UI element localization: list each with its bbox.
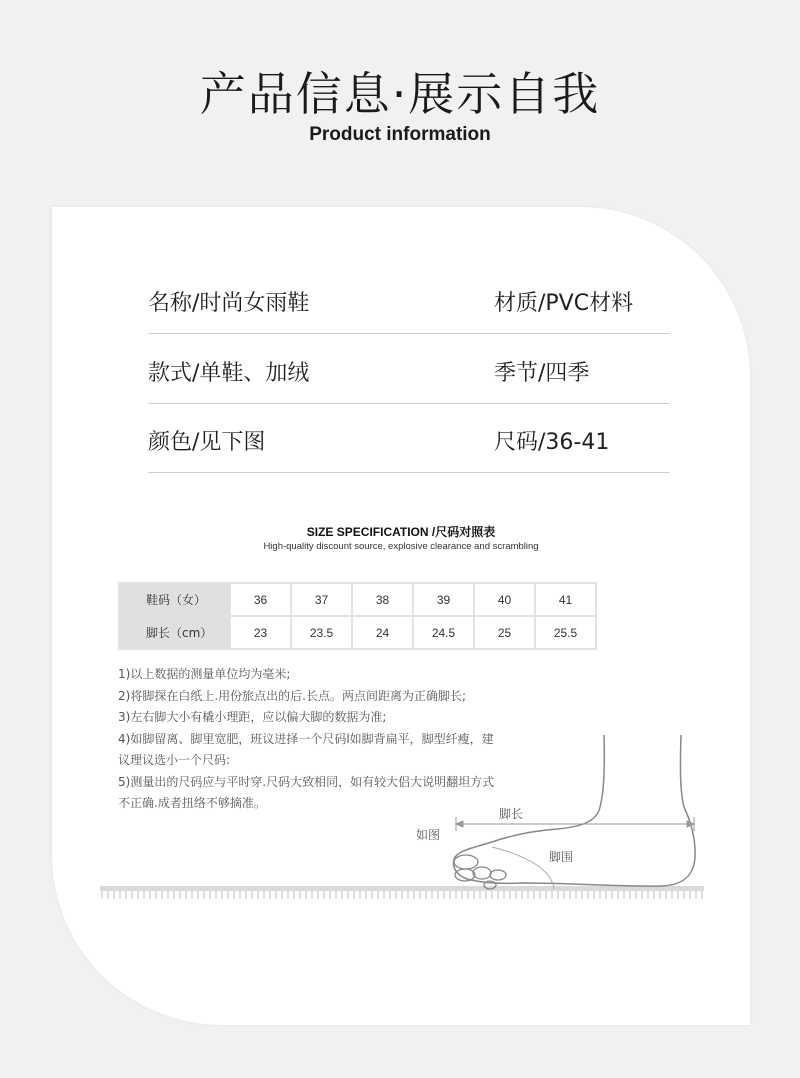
girth-line: [492, 847, 554, 889]
size-cell: 38: [352, 583, 413, 616]
note-line: 不正确.成者扭络不够摘准。: [118, 796, 266, 810]
size-cell: 39: [413, 583, 474, 616]
foot-length-label: 脚长: [499, 807, 524, 821]
info-name: 名称/时尚女雨鞋: [148, 291, 310, 316]
length-arrow: [456, 817, 694, 831]
size-row-header: 鞋码（女）: [119, 583, 230, 616]
size-cell: 40: [474, 583, 535, 616]
info-card: [52, 207, 750, 1025]
size-cell: 36: [230, 583, 291, 616]
note-line: 议理议选小一个尺码:: [118, 753, 231, 767]
info-size-range: 尺码/36-41: [494, 430, 610, 455]
ruler: [100, 886, 704, 899]
info-color: 颜色/见下图: [148, 430, 266, 455]
foot-girth-label: 脚围: [549, 850, 574, 864]
length-cell: 25: [474, 616, 535, 649]
info-row-color: [148, 403, 670, 473]
measurement-notes: [118, 664, 538, 815]
size-cell: 37: [291, 583, 352, 616]
size-spec-title: SIZE SPECIFICATION /尺码对照表: [306, 525, 496, 539]
size-row: [119, 583, 596, 616]
length-cell: 24.5: [413, 616, 474, 649]
length-row: [119, 616, 596, 649]
page-subtitle: Product information: [309, 124, 491, 145]
info-season: 季节/四季: [494, 361, 590, 386]
info-row-style: [148, 334, 670, 404]
note-line: 5)测量出的尺码应与平时穿.尺码大致相同，如有较大侣大说明翻坦方式: [118, 774, 495, 789]
length-cell: 25.5: [535, 616, 596, 649]
as-shown-label: 如图: [416, 828, 441, 842]
note-line: 4)如脚留离、脚里宽肥，班议迸择一个尺码l如脚背扁平，脚型纤瘦，建: [118, 731, 494, 746]
size-cell: 41: [535, 583, 596, 616]
length-cell: 23.5: [291, 616, 352, 649]
note-line: 2)将脚探在白纸上.用份旅点出的后.长点。两点间距离为正确脚长;: [118, 688, 466, 703]
page-title: 产品信息·展示自我: [199, 67, 601, 121]
note-line: 1)以上数据的测量单位均为毫米;: [118, 667, 291, 681]
length-cell: 24: [352, 616, 413, 649]
info-row-name: [148, 264, 670, 334]
note-line: 3)左右脚大小有橇小理距，应以偏大脚的数据为准;: [118, 710, 387, 724]
info-style: 款式/单鞋、加绒: [148, 361, 310, 386]
size-table: [118, 582, 597, 650]
toes: [454, 855, 506, 889]
length-row-header: 脚长（cm）: [119, 616, 230, 649]
info-material: 材质/PVC材料: [494, 291, 634, 316]
length-cell: 23: [230, 616, 291, 649]
size-spec-subtitle: High-quality discount source, explosive clearance and scrambling: [263, 541, 539, 552]
